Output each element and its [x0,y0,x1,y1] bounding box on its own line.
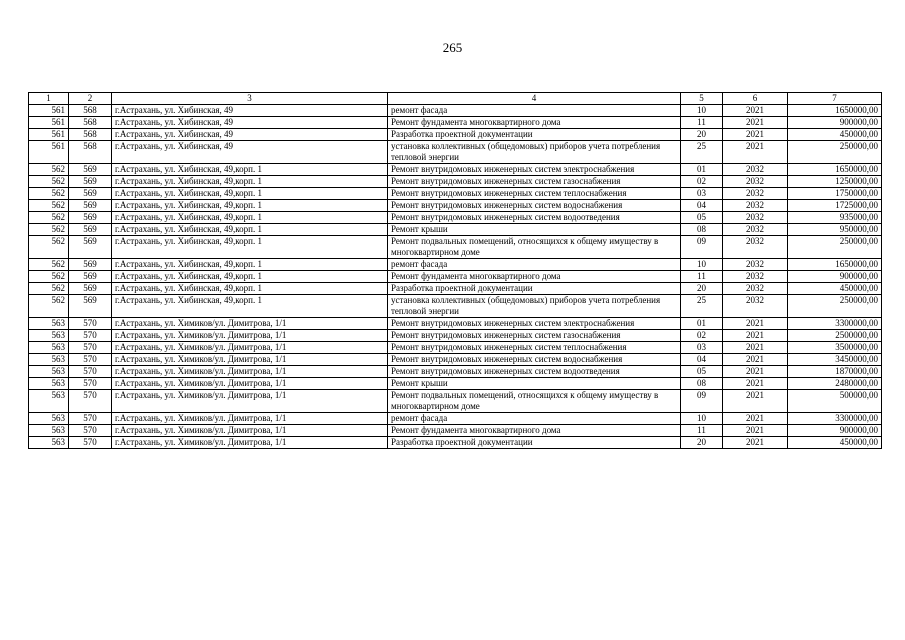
table-row [29,236,882,259]
work-code-cell: 09 [681,390,723,413]
address-cell: г.Астрахань, ул. Химиков/ул. Димитрова, 1/1 [112,342,388,354]
table-row [29,425,882,437]
row-number-cell: 563 [29,342,69,354]
work-type-cell: Ремонт внутридомовых инженерных систем водоотведения [388,212,681,224]
year-cell: 2032 [723,188,788,200]
work-type-cell: Ремонт внутридомовых инженерных систем водоотведения [388,366,681,378]
work-code-cell: 20 [681,283,723,295]
row-number-cell: 561 [29,105,69,117]
work-code-cell: 25 [681,141,723,164]
address-cell: г.Астрахань, ул. Химиков/ул. Димитрова, 1/1 [112,425,388,437]
year-cell: 2021 [723,354,788,366]
address-cell: г.Астрахань, ул. Химиков/ул. Димитрова, 1/1 [112,354,388,366]
year-cell: 2032 [723,259,788,271]
work-type-cell: Ремонт внутридомовых инженерных систем газоснабжения [388,330,681,342]
table-row [29,318,882,330]
cost-cell: 1870000,00 [788,366,882,378]
table-row [29,342,882,354]
table-row [29,141,882,164]
repair-schedule-table [28,92,882,449]
cost-cell: 1650000,00 [788,259,882,271]
work-code-cell: 02 [681,330,723,342]
table-row [29,259,882,271]
cost-cell: 3450000,00 [788,354,882,366]
work-code-cell: 10 [681,259,723,271]
work-code-cell: 25 [681,295,723,318]
table-row [29,283,882,295]
cost-cell: 250000,00 [788,236,882,259]
work-type-cell: Ремонт внутридомовых инженерных систем теплоснабжения [388,188,681,200]
work-code-cell: 10 [681,105,723,117]
object-number-cell: 569 [69,236,112,259]
row-number-cell: 563 [29,354,69,366]
year-cell: 2032 [723,271,788,283]
work-type-cell: Ремонт крыши [388,224,681,236]
address-cell: г.Астрахань, ул. Хибинская, 49,корп. 1 [112,236,388,259]
row-number-cell: 563 [29,318,69,330]
column-header: 4 [388,93,681,105]
object-number-cell: 569 [69,188,112,200]
cost-cell: 1750000,00 [788,188,882,200]
year-cell: 2021 [723,425,788,437]
cost-cell: 900000,00 [788,271,882,283]
address-cell: г.Астрахань, ул. Хибинская, 49 [112,141,388,164]
table-row [29,390,882,413]
row-number-cell: 562 [29,176,69,188]
column-header: 6 [723,93,788,105]
work-code-cell: 03 [681,342,723,354]
column-header: 5 [681,93,723,105]
row-number-cell: 561 [29,141,69,164]
table-row [29,378,882,390]
work-type-cell: Ремонт внутридомовых инженерных систем газоснабжения [388,176,681,188]
address-cell: г.Астрахань, ул. Хибинская, 49,корп. 1 [112,295,388,318]
work-type-cell: ремонт фасада [388,413,681,425]
object-number-cell: 570 [69,318,112,330]
row-number-cell: 563 [29,413,69,425]
year-cell: 2032 [723,212,788,224]
table-row [29,295,882,318]
row-number-cell: 563 [29,437,69,449]
column-header: 7 [788,93,882,105]
object-number-cell: 570 [69,330,112,342]
work-code-cell: 09 [681,236,723,259]
table-row [29,354,882,366]
cost-cell: 450000,00 [788,129,882,141]
address-cell: г.Астрахань, ул. Хибинская, 49,корп. 1 [112,224,388,236]
year-cell: 2032 [723,164,788,176]
table-row [29,188,882,200]
year-cell: 2032 [723,176,788,188]
address-cell: г.Астрахань, ул. Химиков/ул. Димитрова, 1/1 [112,366,388,378]
page-number: 265 [442,40,463,55]
row-number-cell: 561 [29,129,69,141]
object-number-cell: 569 [69,224,112,236]
object-number-cell: 570 [69,378,112,390]
year-cell: 2021 [723,378,788,390]
row-number-cell: 562 [29,283,69,295]
work-type-cell: Разработка проектной документации [388,437,681,449]
table-row [29,200,882,212]
cost-cell: 1650000,00 [788,164,882,176]
work-code-cell: 05 [681,366,723,378]
object-number-cell: 569 [69,176,112,188]
object-number-cell: 570 [69,413,112,425]
year-cell: 2021 [723,437,788,449]
work-type-cell: Ремонт фундамента многоквартирного дома [388,117,681,129]
row-number-cell: 562 [29,259,69,271]
address-cell: г.Астрахань, ул. Хибинская, 49,корп. 1 [112,283,388,295]
cost-cell: 450000,00 [788,437,882,449]
table-body [29,93,882,449]
cost-cell: 1725000,00 [788,200,882,212]
row-number-cell: 563 [29,378,69,390]
work-type-cell: Ремонт подвальных помещений, относящихся к общему имуществу в многоквартирном доме [388,390,681,413]
work-code-cell: 11 [681,271,723,283]
work-code-cell: 11 [681,117,723,129]
object-number-cell: 568 [69,105,112,117]
row-number-cell: 562 [29,224,69,236]
object-number-cell: 569 [69,259,112,271]
work-code-cell: 05 [681,212,723,224]
work-code-cell: 01 [681,318,723,330]
cost-cell: 250000,00 [788,295,882,318]
row-number-cell: 562 [29,200,69,212]
object-number-cell: 570 [69,437,112,449]
row-number-cell: 562 [29,295,69,318]
row-number-cell: 562 [29,164,69,176]
table-row [29,105,882,117]
work-code-cell: 01 [681,164,723,176]
work-code-cell: 04 [681,354,723,366]
object-number-cell: 568 [69,129,112,141]
object-number-cell: 569 [69,295,112,318]
object-number-cell: 570 [69,366,112,378]
cost-cell: 3300000,00 [788,413,882,425]
row-number-cell: 563 [29,330,69,342]
work-type-cell: Ремонт крыши [388,378,681,390]
cost-cell: 3500000,00 [788,342,882,354]
work-type-cell: Ремонт фундамента многоквартирного дома [388,271,681,283]
work-type-cell: Ремонт внутридомовых инженерных систем электроснабжения [388,164,681,176]
address-cell: г.Астрахань, ул. Химиков/ул. Димитрова, 1/1 [112,413,388,425]
work-type-cell: Ремонт внутридомовых инженерных систем водоснабжения [388,354,681,366]
cost-cell: 1650000,00 [788,105,882,117]
address-cell: г.Астрахань, ул. Хибинская, 49,корп. 1 [112,176,388,188]
cost-cell: 2500000,00 [788,330,882,342]
object-number-cell: 568 [69,117,112,129]
work-code-cell: 08 [681,224,723,236]
year-cell: 2032 [723,224,788,236]
row-number-cell: 562 [29,212,69,224]
work-type-cell: Ремонт внутридомовых инженерных систем водоснабжения [388,200,681,212]
object-number-cell: 570 [69,390,112,413]
work-type-cell: Ремонт подвальных помещений, относящихся к общему имуществу в многоквартирном доме [388,236,681,259]
cost-cell: 450000,00 [788,283,882,295]
address-cell: г.Астрахань, ул. Хибинская, 49 [112,129,388,141]
address-cell: г.Астрахань, ул. Хибинская, 49,корп. 1 [112,271,388,283]
year-cell: 2021 [723,318,788,330]
address-cell: г.Астрахань, ул. Химиков/ул. Димитрова, 1/1 [112,318,388,330]
table-row [29,117,882,129]
work-type-cell: Ремонт фундамента многоквартирного дома [388,425,681,437]
work-type-cell: Разработка проектной документации [388,129,681,141]
year-cell: 2032 [723,283,788,295]
table-row [29,164,882,176]
table-row [29,413,882,425]
work-code-cell: 20 [681,437,723,449]
cost-cell: 900000,00 [788,425,882,437]
table-row [29,330,882,342]
address-cell: г.Астрахань, ул. Хибинская, 49 [112,117,388,129]
column-header: 2 [69,93,112,105]
table-row [29,271,882,283]
address-cell: г.Астрахань, ул. Хибинская, 49 [112,105,388,117]
row-number-cell: 562 [29,188,69,200]
year-cell: 2021 [723,330,788,342]
cost-cell: 2480000,00 [788,378,882,390]
row-number-cell: 563 [29,366,69,378]
year-cell: 2021 [723,390,788,413]
work-code-cell: 04 [681,200,723,212]
table-row [29,437,882,449]
work-type-cell: Ремонт внутридомовых инженерных систем теплоснабжения [388,342,681,354]
cost-cell: 3300000,00 [788,318,882,330]
address-cell: г.Астрахань, ул. Химиков/ул. Димитрова, 1/1 [112,330,388,342]
object-number-cell: 569 [69,271,112,283]
row-number-cell: 562 [29,236,69,259]
address-cell: г.Астрахань, ул. Химиков/ул. Димитрова, 1/1 [112,378,388,390]
address-cell: г.Астрахань, ул. Хибинская, 49,корп. 1 [112,164,388,176]
year-cell: 2021 [723,141,788,164]
row-number-cell: 561 [29,117,69,129]
object-number-cell: 569 [69,212,112,224]
address-cell: г.Астрахань, ул. Хибинская, 49,корп. 1 [112,259,388,271]
column-header: 1 [29,93,69,105]
work-type-cell: установка коллективных (общедомовых) приборов учета потребления тепловой энергии [388,295,681,318]
object-number-cell: 569 [69,283,112,295]
object-number-cell: 570 [69,425,112,437]
object-number-cell: 569 [69,200,112,212]
table-row [29,176,882,188]
address-cell: г.Астрахань, ул. Химиков/ул. Димитрова, 1/1 [112,390,388,413]
object-number-cell: 568 [69,141,112,164]
table-row [29,129,882,141]
work-type-cell: ремонт фасада [388,105,681,117]
object-number-cell: 570 [69,342,112,354]
work-code-cell: 11 [681,425,723,437]
year-cell: 2032 [723,295,788,318]
cost-cell: 250000,00 [788,141,882,164]
work-type-cell: ремонт фасада [388,259,681,271]
cost-cell: 950000,00 [788,224,882,236]
year-cell: 2032 [723,236,788,259]
object-number-cell: 569 [69,164,112,176]
column-header: 3 [112,93,388,105]
work-type-cell: Ремонт внутридомовых инженерных систем электроснабжения [388,318,681,330]
cost-cell: 1250000,00 [788,176,882,188]
row-number-cell: 562 [29,271,69,283]
work-code-cell: 10 [681,413,723,425]
year-cell: 2021 [723,129,788,141]
row-number-cell: 563 [29,425,69,437]
work-code-cell: 03 [681,188,723,200]
cost-cell: 935000,00 [788,212,882,224]
work-code-cell: 20 [681,129,723,141]
year-cell: 2032 [723,200,788,212]
row-number-cell: 563 [29,390,69,413]
table-row [29,366,882,378]
year-cell: 2021 [723,105,788,117]
table-header-row [29,93,882,105]
year-cell: 2021 [723,117,788,129]
work-type-cell: Разработка проектной документации [388,283,681,295]
table-row [29,212,882,224]
year-cell: 2021 [723,342,788,354]
work-code-cell: 02 [681,176,723,188]
cost-cell: 500000,00 [788,390,882,413]
address-cell: г.Астрахань, ул. Хибинская, 49,корп. 1 [112,212,388,224]
table-row [29,224,882,236]
object-number-cell: 570 [69,354,112,366]
address-cell: г.Астрахань, ул. Хибинская, 49,корп. 1 [112,188,388,200]
work-code-cell: 08 [681,378,723,390]
address-cell: г.Астрахань, ул. Химиков/ул. Димитрова, 1/1 [112,437,388,449]
year-cell: 2021 [723,413,788,425]
year-cell: 2021 [723,366,788,378]
cost-cell: 900000,00 [788,117,882,129]
address-cell: г.Астрахань, ул. Хибинская, 49,корп. 1 [112,200,388,212]
work-type-cell: установка коллективных (общедомовых) приборов учета потребления тепловой энергии [388,141,681,164]
